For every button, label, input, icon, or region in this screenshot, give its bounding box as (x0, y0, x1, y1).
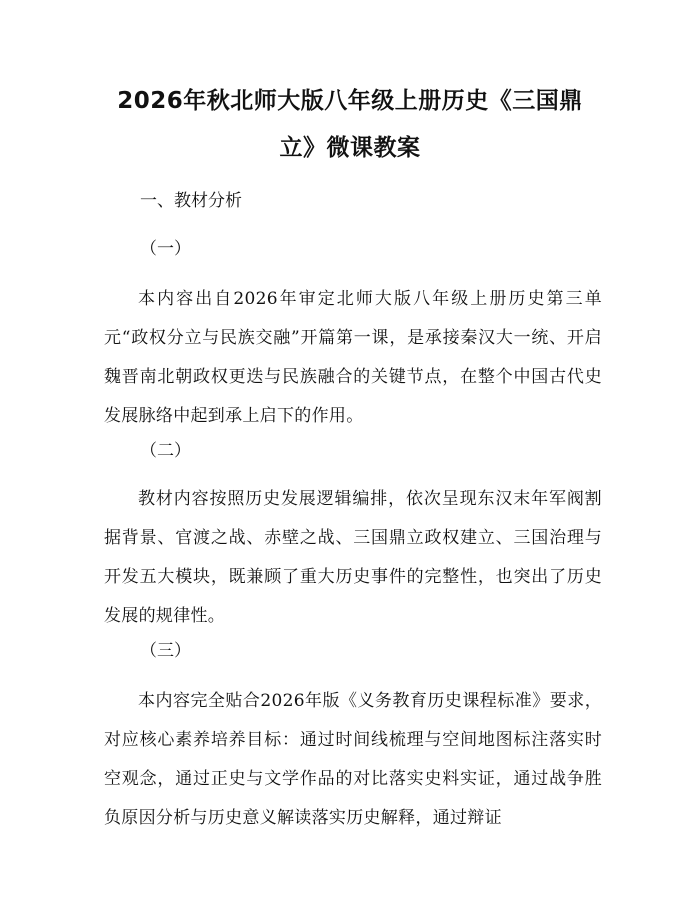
subsection-heading-1: （一） (140, 239, 191, 259)
section-heading-textbook-analysis: 一、教材分析 (140, 191, 242, 211)
subsection-heading-2: （二） (140, 441, 191, 461)
paragraph-3: 本内容完全贴合2026年版《义务教育历史课程标准》要求，对应核心素养培养目标：通过时间线梳理与空间地图标注落实时空观念，通过正史与文学作品的对比落实史料实证，通过战争胜负原因分析与历史意义解读落实历史解释，通过辩证 (104, 691, 602, 828)
paragraph-1: 本内容出自2026年审定北师大版八年级上册历史第三单元“政权分立与民族交融”开篇第一课，是承接秦汉大一统、开启魏晋南北朝政权更迭与民族融合的关键节点，在整个中国古代史发展脉络中起到承上启下的作用。 (104, 289, 602, 426)
document-title-line-1: 2026年秋北师大版八年级上册历史《三国鼎 (117, 88, 583, 114)
subsection-heading-3: （三） (140, 641, 191, 661)
paragraph-2: 教材内容按照历史发展逻辑编排，依次呈现东汉末年军阀割据背景、官渡之战、赤壁之战、三国鼎立政权建立、三国治理与开发五大模块，既兼顾了重大历史事件的完整性，也突出了历史发展的规律性。 (104, 489, 602, 626)
document-title-line-2: 立》微课教案 (279, 135, 421, 161)
